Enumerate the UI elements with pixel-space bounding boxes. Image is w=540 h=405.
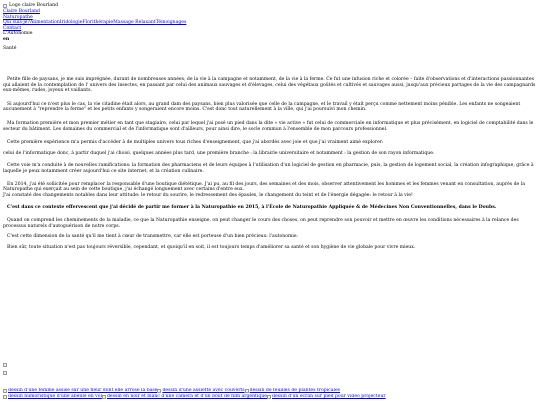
nav-item-massage-relaxant[interactable]: Massage Relaxant (113, 20, 156, 26)
paragraph: Ma formation première et mon premier métier en tant que stagiaire, celui par lequel j'ai posé un pied dans la dite « vie active » fut celui de commerciale en informatique et plus précisément, en logiciel de comptabilité dans le secteur du bâtiment. Les domaines du commercial et de l'informatique sont d'ailleurs, pour ainsi dire, le socle commun à l'ensemble de mon parcours professionnel. (3, 120, 534, 132)
paragraph: Si aujourd'hui ce n'est plus le cas, la vie citadine était alors, au grand dam des paysans, bien plus valorisée que celle de la campagne, et le travail y était perçu comme nettement moins pénible. Les enfants ne songeaient aucunement à "reprendre la ferme" et les petits enfants y songeraient encore moins. C'est donc tout naturellement à la ville, qui j'ai poursuivi mon chemin. (3, 101, 521, 113)
site-name-link[interactable]: Claire Bourland (3, 9, 40, 14)
broken-image-icon (267, 395, 271, 399)
nav-item-contact[interactable]: Contact (3, 25, 22, 31)
nav-item-iridologie[interactable]: Iridologie (59, 20, 83, 26)
highlight-paragraph: C'est dans ce contexte effervescent que j'ai décidé de partir me former à la Naturopathie en 2015, à l'École de Naturopathie Appliquée & de Médecines Non Conventionnelles, dans le Doubs. (7, 205, 497, 211)
site-subtitle-link[interactable]: Naturopathe (3, 14, 33, 20)
nav-item-floritherapie[interactable]: Florithérapie (82, 20, 114, 26)
footer-link-camera[interactable]: dessin en noir et blanc d'une caméra et d'un bout de film argentique (106, 394, 267, 400)
footer-link-woman-flower[interactable]: dessin d'une femme assise sur une fleur dont elle arrose la base (8, 388, 158, 394)
paragraph: En 2014, j'ai été sollicitée pour remplacer la responsable d'une boutique diététique. J'ai pu, au fil des jours, des semaines et des mois, observer attentivement les hommes et les femmes venant en consultation, auprès de la Naturopathe qui exerçait au sein de cette boutique, j'ai échangé longuement avec certains d'entre eux. (3, 181, 525, 193)
tagline-word: Santé (3, 45, 17, 51)
paragraph: J'ai constaté des changements notables dans leur attitude: le retour du sourire, le redressement des épaules, le changement du teint et de l'énergie dégagée: le retour à la vie! (3, 192, 413, 198)
tagline-word: L'Autonomie (3, 31, 33, 37)
footer-link-bee[interactable]: dessin humoristique d'une abeille en vol (8, 394, 102, 400)
paragraph: Cette première expérience m'a permis d'accéder à de multiples univers tous riches d'enseignement, que j'ai abordés avec joie et que j'ai vraiment aimé explorer: (7, 140, 384, 146)
broken-image-icon (157, 389, 161, 393)
header (3, 3, 535, 51)
nav-item-temoignages[interactable]: Témoignages (155, 20, 187, 26)
broken-image-icon (245, 389, 249, 393)
logo-alt-text: Logo claire Bourland (9, 3, 59, 9)
image-placeholders (3, 361, 7, 377)
footer-link-plate[interactable]: dessin d'une assiette avec couverts (162, 388, 245, 394)
paragraph: Bien sûr, toute situation n'est pas toujours réversible, cependant, et quoiqu'il en soit, il est toujours temps d'améliorer sa santé et son hygiène de vie globale pour vivre mieux. (7, 244, 416, 250)
paragraph: C'est cette dimension de la santé qu'il me tient à cœur de transmettre, car elle est porteuse d'un bien précieux: l'autonomie. (7, 234, 299, 240)
tagline-word: en (3, 36, 10, 42)
broken-image-icon (3, 4, 7, 8)
broken-image-icon (3, 389, 7, 393)
paragraph: celui de l'informatique donc, à partir duquel j'ai choisi, quelques années plus tard, une première branche : la librairie universitaire et notamment : la gestion de son rayon informatique. (3, 150, 435, 156)
footer-image-links (3, 388, 536, 400)
broken-image-icon (3, 395, 7, 399)
nav-item-qui-suis-je[interactable]: Qui suis-je? (3, 20, 30, 26)
broken-image-icon (3, 371, 7, 375)
paragraph: Petite fille de paysans, je me suis imprégnée, durant de nombreuses années, de la vie à la campagne et notamment, de la vie à la ferme. Ce fut une infusion riche et colorée – faite d'observations et d'interactions passionnantes qui allaient de la contemplation de l' univers des insectes, en passant par celui des animaux sauvages et d'élevages, celui des végétaux goûtés et cultivés et sauvages aussi, jusqu'aux précieux partages de la vie des campagnards eux-mêmes, rudes, joyeux et vaillants. (3, 77, 536, 94)
footer-link-projector-screen[interactable]: dessin d'un écran sur pied pour vidéo projecteur (272, 394, 386, 400)
main-content (3, 77, 536, 250)
broken-image-icon (3, 363, 7, 367)
broken-image-icon (102, 395, 106, 399)
paragraph: Quand on comprend les cheminements de la maladie, ce que la Naturopathie enseigne, on peut changer le cours des choses, on peut reprendre son pouvoir et mettre en œuvre les conditions nécessaires à la relance des processus naturels d'autoguérison de notre corps. (3, 217, 519, 229)
nav-item-alimentation[interactable]: Alimentation (29, 20, 60, 26)
paragraph: Cette voie m'a conduite à de nouvelles ramifications: la formation des pharmaciens et de leurs équipes à l'utilisation d'un logiciel de gestion en pharmacie, puis, la gestion de logement social, la création infographique, grâce à laquelle je peux notamment créer aujourd'hui ce site internet, et la création culinaire. (3, 163, 534, 174)
footer-link-tropical-leaves[interactable]: dessin de feuilles de plantes tropicales (249, 388, 341, 394)
